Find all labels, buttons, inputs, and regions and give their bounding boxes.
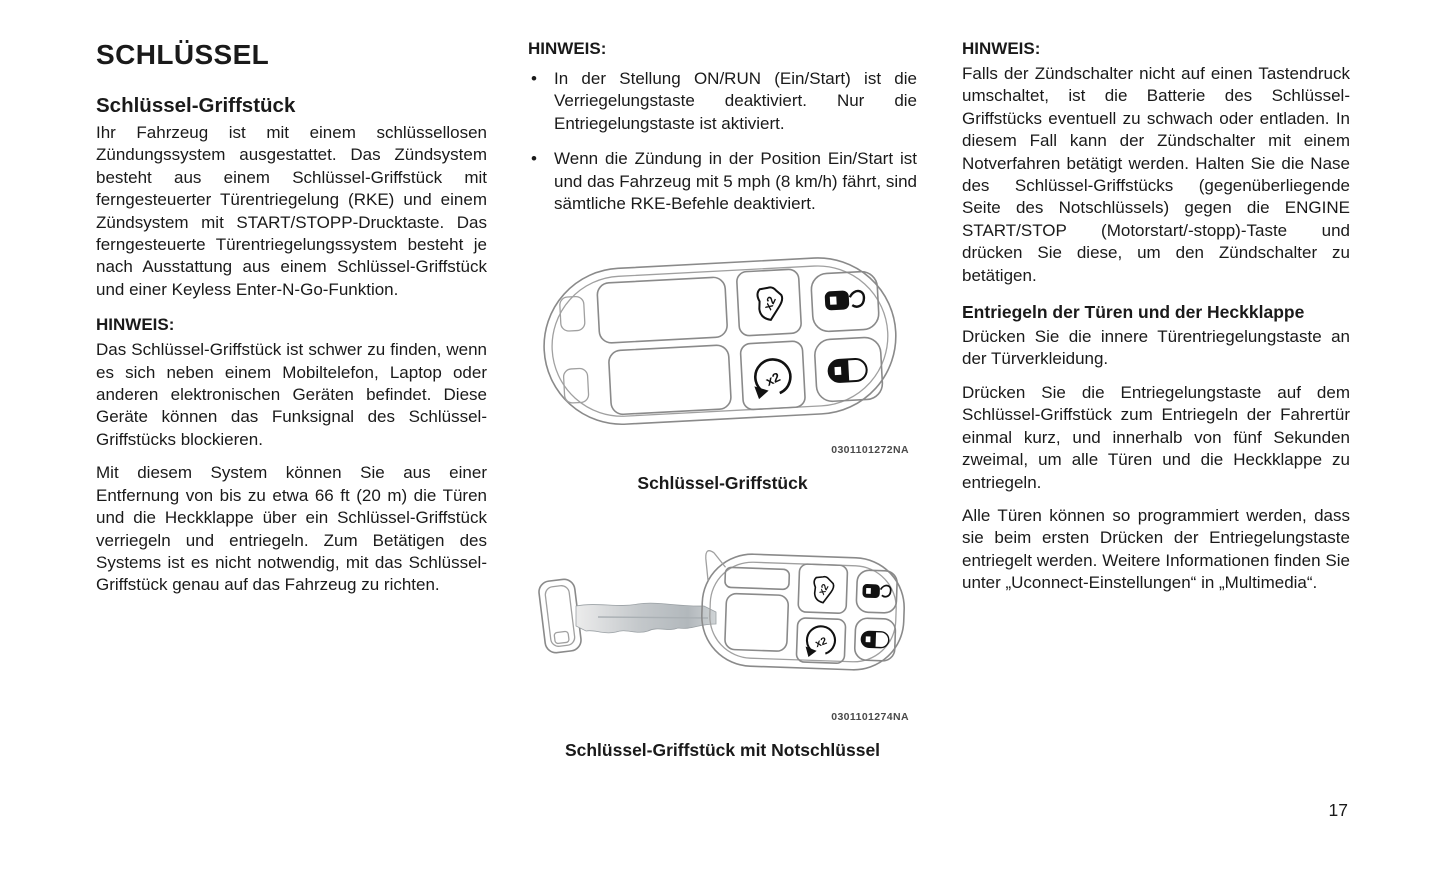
svg-text:x2: x2 (760, 294, 779, 313)
note-paragraph: Falls der Zündschalter nicht auf einen Tastendruck umschaltet, ist die Batterie des Schlüssel-Griffstücks eventuell zu schwach oder entladen. In diesem Fall kann der Zündschalter mit einem Notverfahren betätigt werden. Halten Sie die Nase des Schlüssel-Griffstücks (gegenüberliegende Seite des Notschlüssels) gegen die ENGINE START/STOP (Motorstart/-stopp)-Taste und drücken Sie diese, um den Zündschalter zu betätigen. (962, 64, 1350, 285)
svg-text:x2: x2 (816, 582, 832, 598)
body-paragraph: Alle Türen können so programmiert werden, dass sie beim ersten Drücken der Entriegelungstaste entriegelt werden. Weitere Informationen finden Sie unter „Uconnect-Einstellungen“ in „Multimedia“. (962, 505, 1350, 593)
bullet-icon: • (531, 69, 537, 88)
remote-start-x2-icon (753, 359, 791, 400)
lock-padlock-icon (828, 359, 867, 383)
list-item (528, 68, 917, 135)
figure-caption: Schlüssel-Griffstück (637, 473, 808, 494)
page-title: SCHLÜSSEL (96, 39, 270, 70)
section-heading-unlock-doors: Entriegeln der Türen und der Heckklappe (962, 302, 1305, 323)
liftgate-x2-icon (806, 573, 836, 604)
note-heading: HINWEIS: (528, 39, 607, 58)
fob-body (700, 551, 906, 672)
body-paragraph: Ihr Fahrzeug ist mit einem schlüssellosen Zündungssystem ausgestattet. Das Zündsystem besteht aus einem Schlüssel-Griffstück mit ferngesteuerter Türentriegelung (RKE) und einem Zündsystem mit START/STOPP-Drucktaste. Das ferngesteuerte Türentriegelungssystem besteht je nach Ausstattung aus einem Schlüssel-Griffstück und einer Keyless Enter-N-Go-Funktion. (96, 123, 487, 299)
figure-key-fob (528, 243, 917, 494)
fob-blank-panel (725, 568, 790, 590)
note-heading: HINWEIS: (96, 315, 175, 335)
key-fob-illustration (528, 243, 917, 441)
remote-start-x2-icon (805, 626, 835, 658)
figure-caption: Schlüssel-Griffstück mit Notschlüssel (564, 740, 881, 761)
right-column (962, 38, 1350, 606)
bullet-text: Wenn die Zündung in der Position Ein/Start ist und das Fahrzeug mit 5 mph (8 km/h) fährt, sind sämtliche RKE-Befehle deaktiviert. (554, 149, 917, 214)
body-paragraph: Mit diesem System können Sie aus einer Entfernung von bis zu etwa 66 ft (20 m) die Türen und die Heckklappe über ein Schlüssel-Griffstück verriegeln und entriegeln. Zum Betätigen des Systems ist es nicht notwendig, mit das Schlüssel-Griffstück genau auf das Fahrzeug zu richten. (96, 463, 487, 595)
note-heading: HINWEIS: (962, 39, 1041, 58)
liftgate-x2-icon (749, 283, 785, 322)
emergency-key-head (538, 579, 583, 655)
body-paragraph: Drücken Sie die innere Türentriegelungstaste an der Türverkleidung. (962, 327, 1350, 369)
figure-code: 0301101272NA (831, 444, 909, 457)
note-paragraph: Das Schlüssel-Griffstück ist schwer zu finden, wenn es sich neben einem Mobiltelefon, Laptop oder anderen elektronischen Geräten befindet. Diese Geräte können das Funksignal des Schlüssel-Griffstücks blockieren. (96, 340, 487, 449)
key-fob-emergency-key-illustration (528, 546, 917, 708)
list-item (528, 148, 917, 215)
section-heading-key-fob: Schlüssel-Griffstück (96, 94, 296, 117)
fob-left-slot (563, 369, 589, 404)
fob-blank-panel (608, 345, 731, 415)
body-paragraph: Drücken Sie die Entriegelungstaste auf dem Schlüssel-Griffstück zum Entriegeln der Fahrertür einmal kurz, und innerhalb von fünf Sekunden zweimal, um alle Türen und die Heckklappe zu entriegeln. (962, 382, 1350, 492)
fob-blank-panel (725, 594, 789, 652)
page-number: 17 (1328, 800, 1348, 820)
lock-padlock-icon (861, 632, 889, 649)
fob-nose-tab (705, 551, 726, 582)
unlock-padlock-icon (825, 290, 865, 311)
bullet-icon: • (531, 149, 537, 169)
middle-column (528, 38, 917, 761)
fob-blank-panel (597, 277, 728, 344)
svg-text:x2: x2 (763, 369, 783, 390)
unlock-padlock-icon (862, 584, 891, 599)
bullet-text: In der Stellung ON/RUN (Ein/Start) ist die Verriegelungstaste deaktiviert. Nur die Entriegelungstaste ist aktiviert. (554, 69, 917, 133)
figure-code: 0301101274NA (831, 711, 909, 724)
note-bullet-list (528, 68, 917, 215)
left-column (96, 38, 487, 608)
figure-key-fob-emergency-key (528, 546, 917, 761)
svg-text:x2: x2 (813, 636, 829, 651)
fob-left-slot (559, 297, 585, 332)
